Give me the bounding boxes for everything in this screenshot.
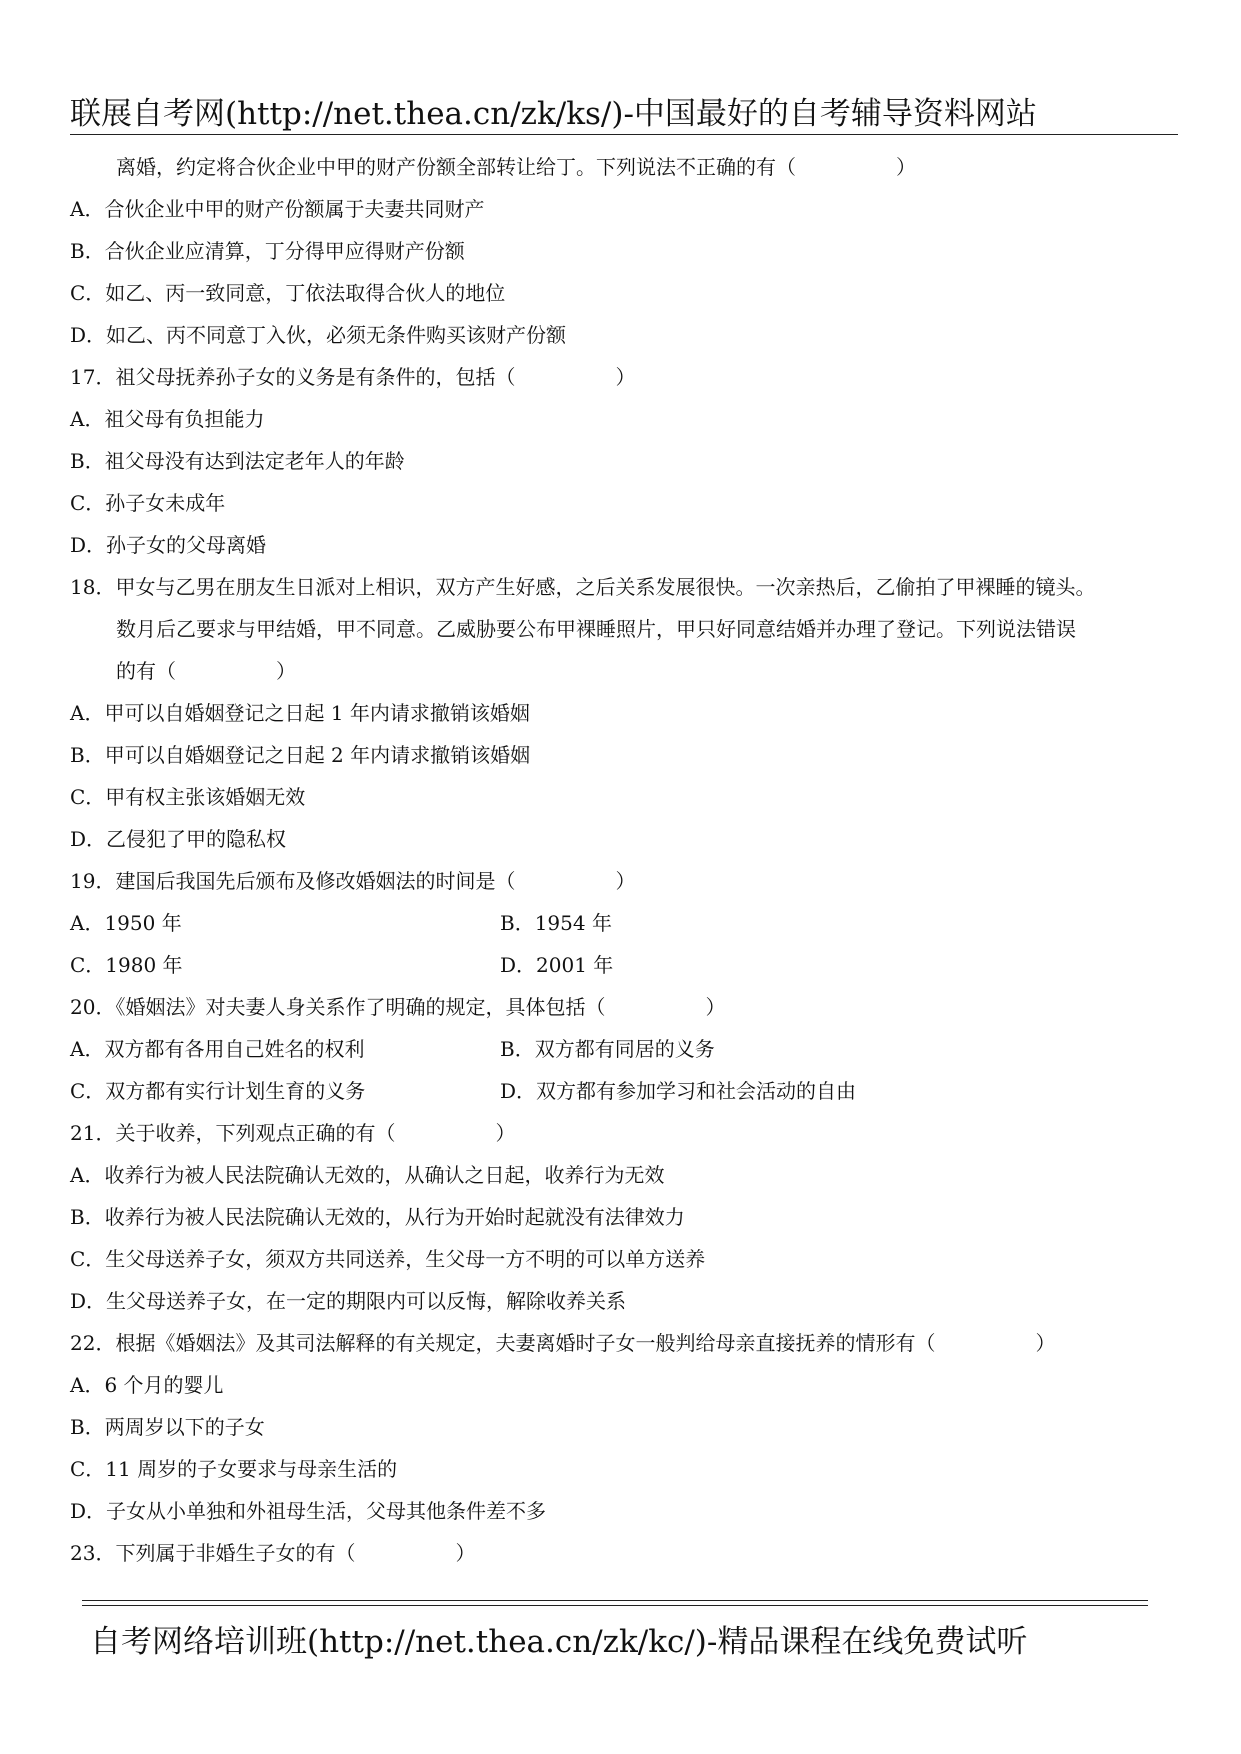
page-footer: 自考网络培训班(http://net.thea.cn/zk/kc/)-精品课程在线免费试听 — [90, 1624, 1028, 1660]
q20-options-row1 — [70, 1028, 1180, 1070]
q20-option-b: B．双方都有同居的义务 — [500, 1037, 715, 1061]
footer-double-divider — [82, 1600, 1148, 1606]
q21-option-d: D．生父母送养子女，在一定的期限内可以反悔，解除收养关系 — [70, 1289, 627, 1313]
q20-option-a: A．双方都有各用自己姓名的权利 — [70, 1037, 365, 1061]
q20-options-row2 — [70, 1070, 1180, 1112]
q22-option-a: A．6 个月的婴儿 — [70, 1373, 224, 1397]
q16-option-c: C．如乙、丙一致同意，丁依法取得合伙人的地位 — [70, 281, 506, 305]
q17-option-d: D．孙子女的父母离婚 — [70, 533, 267, 557]
q18-option-c: C．甲有权主张该婚姻无效 — [70, 785, 306, 809]
q16-option-d: D．如乙、丙不同意丁入伙，必须无条件购买该财产份额 — [70, 323, 567, 347]
q19-option-d: D．2001 年 — [500, 953, 614, 977]
q22-option-c: C．11 周岁的子女要求与母亲生活的 — [70, 1457, 398, 1481]
q22-stem: 22．根据《婚姻法》及其司法解释的有关规定，夫妻离婚时子女一般判给母亲直接抚养的情形有（ ） — [70, 1331, 1056, 1355]
q19-option-c: C．1980 年 — [70, 953, 183, 977]
q20-option-d: D．双方都有参加学习和社会活动的自由 — [500, 1079, 857, 1103]
q20-stem: 20．《婚姻法》对夫妻人身关系作了明确的规定，具体包括（ ） — [70, 995, 726, 1019]
q21-option-c: C．生父母送养子女，须双方共同送养，生父母一方不明的可以单方送养 — [70, 1247, 706, 1271]
q19-option-b: B．1954 年 — [500, 911, 612, 935]
q16-option-b: B．合伙企业应清算，丁分得甲应得财产份额 — [70, 239, 465, 263]
q19-stem: 19．建国后我国先后颁布及修改婚姻法的时间是（ ） — [70, 869, 636, 893]
q23-stem: 23．下列属于非婚生子女的有（ ） — [70, 1541, 476, 1565]
q18-stem-line3: 的有（ ） — [116, 659, 296, 683]
q21-option-a: A．收养行为被人民法院确认无效的，从确认之日起，收养行为无效 — [70, 1163, 665, 1187]
document-body — [70, 146, 1180, 1574]
q18-stem-line2: 数月后乙要求与甲结婚，甲不同意。乙威胁要公布甲裸睡照片，甲只好同意结婚并办理了登记。下列说法错误 — [116, 617, 1076, 641]
q16-stem-continued: 离婚，约定将合伙企业中甲的财产份额全部转让给丁。下列说法不正确的有（ ） — [116, 155, 916, 179]
q21-stem: 21．关于收养，下列观点正确的有（ ） — [70, 1121, 516, 1145]
header-divider — [70, 134, 1178, 135]
q19-options-row2 — [70, 944, 1180, 986]
q17-option-c: C．孙子女未成年 — [70, 491, 226, 515]
q17-stem: 17．祖父母抚养孙子女的义务是有条件的，包括（ ） — [70, 365, 636, 389]
q21-option-b: B．收养行为被人民法院确认无效的，从行为开始时起就没有法律效力 — [70, 1205, 685, 1229]
q18-option-b: B．甲可以自婚姻登记之日起 2 年内请求撤销该婚姻 — [70, 743, 531, 767]
q19-option-a: A．1950 年 — [70, 911, 182, 935]
q19-options-row1 — [70, 902, 1180, 944]
q20-option-c: C．双方都有实行计划生育的义务 — [70, 1079, 366, 1103]
page-header: 联展自考网(http://net.thea.cn/zk/ks/)-中国最好的自考辅导资料网站 — [70, 96, 1037, 132]
q18-option-a: A．甲可以自婚姻登记之日起 1 年内请求撤销该婚姻 — [70, 701, 530, 725]
q18-option-d: D．乙侵犯了甲的隐私权 — [70, 827, 287, 851]
q17-option-b: B．祖父母没有达到法定老年人的年龄 — [70, 449, 405, 473]
q22-option-b: B．两周岁以下的子女 — [70, 1415, 265, 1439]
q18-stem: 18．甲女与乙男在朋友生日派对上相识，双方产生好感，之后关系发展很快。一次亲热后，乙偷拍了甲裸睡的镜头。 — [70, 575, 1096, 599]
q22-option-d: D．子女从小单独和外祖母生活，父母其他条件差不多 — [70, 1499, 547, 1523]
q16-option-a: A．合伙企业中甲的财产份额属于夫妻共同财产 — [70, 197, 485, 221]
q17-option-a: A．祖父母有负担能力 — [70, 407, 265, 431]
